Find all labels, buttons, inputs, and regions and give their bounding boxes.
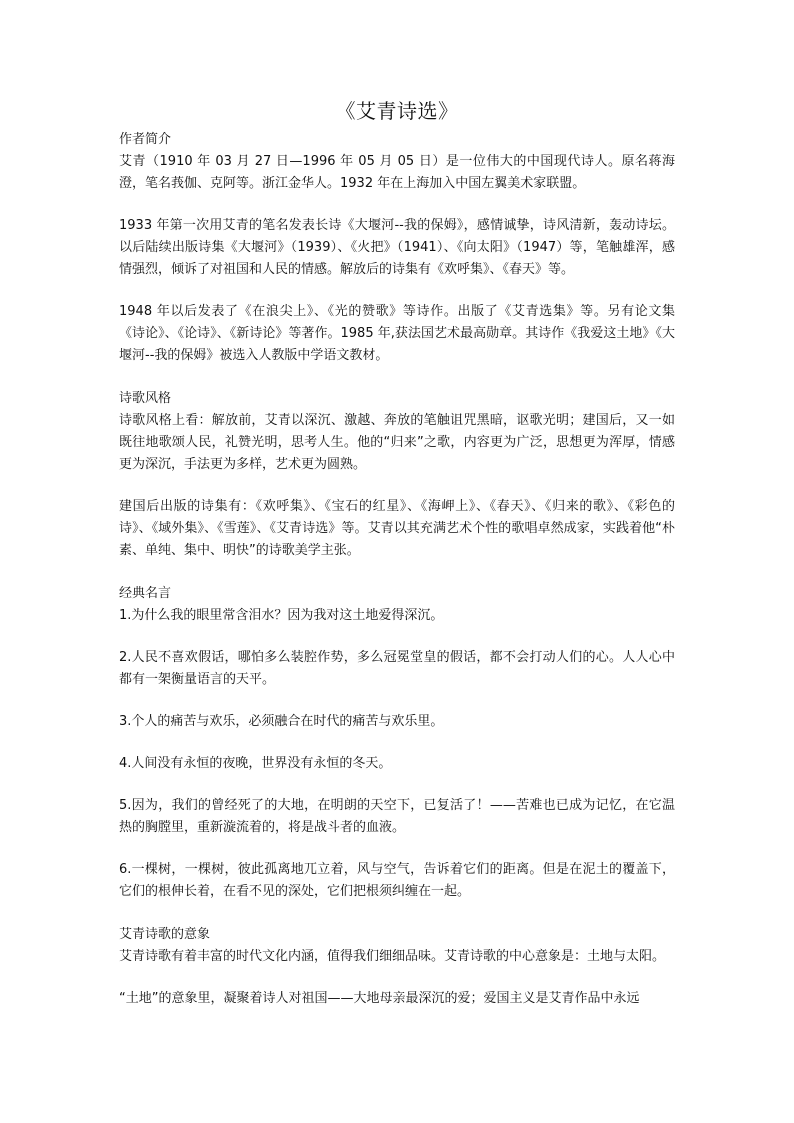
paragraph: 诗歌风格上看：解放前，艾青以深沉、激越、奔放的笔触诅咒黑暗，讴歌光明；建国后，又一如既往地歌颂人民，礼赞光明，思考人生。他的“归来”之歌，内容更为广泛，思想更为浑厚，情感更为深沉，手法更为多样，艺术更为圆熟。 — [119, 413, 675, 472]
quote-item: 4.人间没有永恒的夜晚，世界没有永恒的冬天。 — [119, 756, 392, 771]
quote-item: 1.为什么我的眼里常含泪水？因为我对这土地爱得深沉。 — [119, 608, 444, 623]
quote-item: 3.个人的痛苦与欢乐，必须融合在时代的痛苦与欢乐里。 — [119, 714, 444, 729]
paragraph: 1933 年第一次用艾青的笔名发表长诗《大堰河--我的保姆》，感情诚挚，诗风清新，轰动诗坛。以后陆续出版诗集《大堰河》（1939）、《火把》（1941）、《向太阳》（1947）等，笔触雄浑，感情强烈，倾诉了对祖国和人民的情感。解放后的诗集有《欢呼集》、《春天》等。 — [119, 218, 675, 277]
paragraph: 1948 年以后发表了《在浪尖上》、《光的赞歌》等诗作。出版了《艾青选集》等。另有论文集《诗论》、《论诗》、《新诗论》等著作。1985 年,获法国艺术最高勋章。其诗作《我爱这土地》《大堰河--我的保姆》被选入人教版中学语文教材。 — [119, 304, 675, 363]
quote-item: 6.一棵树，一棵树，彼此孤离地兀立着，风与空气，告诉着它们的距离。但是在泥土的覆盖下，它们的根伸长着，在看不见的深处，它们把根须纠缠在一起。 — [119, 862, 675, 899]
section-heading: 经典名言 — [119, 586, 172, 601]
section-heading: 作者简介 — [119, 132, 172, 147]
paragraph: 建国后出版的诗集有：《欢呼集》、《宝石的红星》、《海岬上》、《春天》、《归来的歌》、《彩色的诗》、《域外集》、《雪莲》、《艾青诗选》等。艾青以其充满艺术个性的歌唱卓然成家，实践着他“朴素、单纯、集中、明快”的诗歌美学主张。 — [119, 499, 675, 558]
paragraph: 艾青（1910 年 03 月 27 日—1996 年 05 月 05 日）是一位伟大的中国现代诗人。原名蒋海澄，笔名莪伽、克阿等。浙江金华人。1932 年在上海加入中国左翼美术家联盟。 — [119, 154, 675, 191]
document-page — [119, 98, 675, 1030]
section-poetry-imagery — [119, 924, 675, 1010]
quote-item: 2.人民不喜欢假话，哪怕多么装腔作势，多么冠冕堂皇的假话，都不会打动人们的心。人人心中都有一架衡量语言的天平。 — [119, 650, 675, 687]
section-heading: 诗歌风格 — [119, 391, 172, 406]
document-title: 《艾青诗选》 — [335, 99, 459, 123]
paragraph: “土地”的意象里，凝聚着诗人对祖国——大地母亲最深沉的爱；爱国主义是艾青作品中永远 — [119, 991, 640, 1006]
paragraph: 艾青诗歌有着丰富的时代文化内涵，值得我们细细品味。艾青诗歌的中心意象是：土地与太阳。 — [119, 949, 666, 964]
section-heading: 艾青诗歌的意象 — [119, 927, 211, 942]
section-poetry-style — [119, 388, 675, 562]
quote-item: 5.因为，我们的曾经死了的大地，在明朗的天空下，已复活了！——苦难也已成为记忆，在它温热的胸膛里，重新漩流着的，将是战斗者的血液。 — [119, 798, 675, 835]
section-famous-quotes — [119, 583, 675, 903]
section-author-intro — [119, 129, 675, 367]
